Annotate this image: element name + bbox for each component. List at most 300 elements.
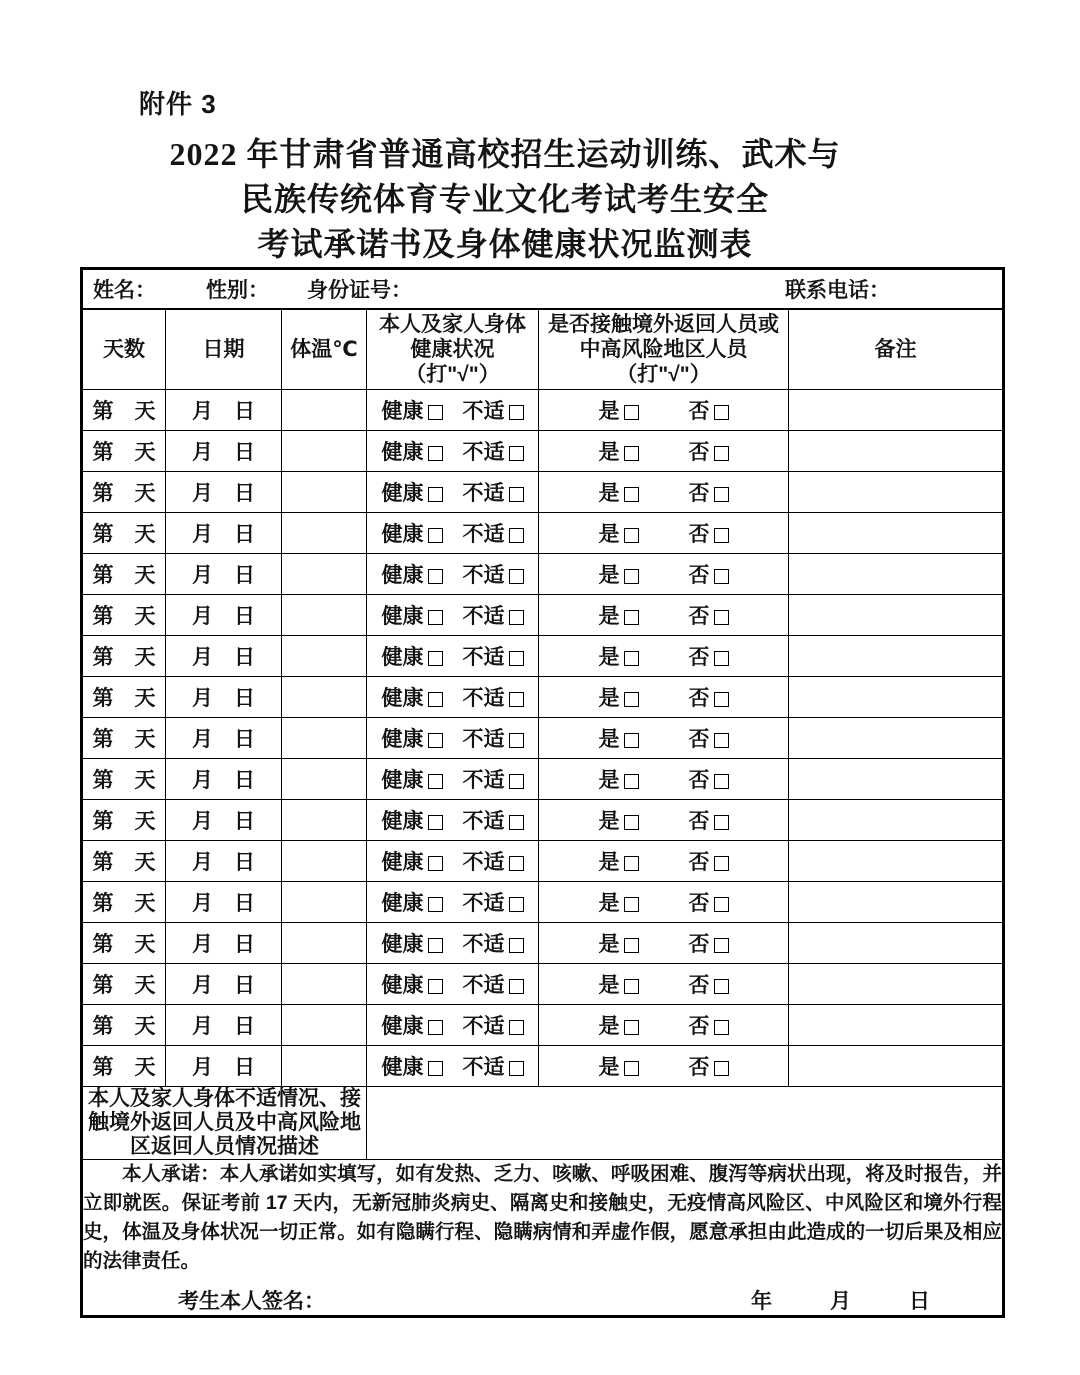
unwell-checkbox[interactable] <box>509 692 524 707</box>
description-input-cell <box>367 1086 1004 1159</box>
contact-no-option <box>689 523 729 546</box>
no-label: 否 <box>688 686 710 710</box>
remark-cell <box>789 758 1004 799</box>
date-cell: 月 日 <box>166 594 282 635</box>
candidate-info-row <box>82 269 1004 309</box>
healthy-label: 健康 <box>381 522 424 546</box>
date-cell: 月 日 <box>166 389 282 430</box>
no-checkbox[interactable] <box>714 1061 729 1076</box>
no-checkbox[interactable] <box>714 856 729 871</box>
no-checkbox[interactable] <box>714 487 729 502</box>
healthy-option <box>382 482 443 505</box>
healthy-label: 健康 <box>381 768 424 792</box>
contact-yes-option <box>599 728 639 751</box>
monitor-rows <box>82 389 1004 1086</box>
yes-checkbox[interactable] <box>624 897 639 912</box>
no-label: 否 <box>688 522 710 546</box>
no-checkbox[interactable] <box>714 979 729 994</box>
unwell-label: 不适 <box>462 399 505 423</box>
contact-yes-option <box>599 523 639 546</box>
date-cell: 月 日 <box>166 922 282 963</box>
remark-cell <box>789 553 1004 594</box>
unwell-checkbox[interactable] <box>509 569 524 584</box>
contact-yes-option <box>599 974 639 997</box>
healthy-option <box>382 728 443 751</box>
no-label: 否 <box>688 850 710 874</box>
health-status-cell <box>367 963 539 1004</box>
remark-cell <box>789 717 1004 758</box>
health-status-cell <box>367 1045 539 1086</box>
no-checkbox[interactable] <box>714 569 729 584</box>
unwell-option <box>463 1056 524 1079</box>
year-label: 年 <box>751 1289 772 1313</box>
unwell-label: 不适 <box>462 809 505 833</box>
unwell-checkbox[interactable] <box>509 733 524 748</box>
unwell-option <box>463 769 524 792</box>
healthy-checkbox[interactable] <box>428 487 443 502</box>
yes-checkbox[interactable] <box>624 815 639 830</box>
contact-cell <box>539 553 789 594</box>
no-label: 否 <box>688 645 710 669</box>
health-status-cell <box>367 389 539 430</box>
no-label: 否 <box>688 891 710 915</box>
contact-yes-option <box>599 851 639 874</box>
contact-no-option <box>689 1056 729 1079</box>
unwell-checkbox[interactable] <box>509 446 524 461</box>
yes-label: 是 <box>598 809 620 833</box>
contact-no-option <box>689 728 729 751</box>
healthy-option <box>382 687 443 710</box>
healthy-label: 健康 <box>381 563 424 587</box>
yes-checkbox[interactable] <box>624 774 639 789</box>
header-health-status: 本人及家人身体健康状况（打"√"） <box>367 309 539 390</box>
day-cell: 第 天 <box>82 676 166 717</box>
unwell-option <box>463 728 524 751</box>
remark-cell <box>789 922 1004 963</box>
date-cell: 月 日 <box>166 758 282 799</box>
yes-label: 是 <box>598 1014 620 1038</box>
unwell-option <box>463 523 524 546</box>
healthy-option <box>382 892 443 915</box>
yes-label: 是 <box>598 604 620 628</box>
date-cell: 月 日 <box>166 553 282 594</box>
unwell-label: 不适 <box>462 1055 505 1079</box>
unwell-checkbox[interactable] <box>509 405 524 420</box>
no-checkbox[interactable] <box>714 651 729 666</box>
contact-cell <box>539 758 789 799</box>
no-label: 否 <box>688 399 710 423</box>
health-monitoring-table <box>80 267 1005 1318</box>
no-checkbox[interactable] <box>714 610 729 625</box>
date-cell: 月 日 <box>166 635 282 676</box>
healthy-checkbox[interactable] <box>428 405 443 420</box>
day-cell: 第 天 <box>82 430 166 471</box>
healthy-option <box>382 400 443 423</box>
yes-label: 是 <box>598 686 620 710</box>
unwell-label: 不适 <box>462 686 505 710</box>
header-day: 天数 <box>82 309 166 390</box>
temperature-cell <box>282 840 367 881</box>
health-status-cell <box>367 1004 539 1045</box>
remark-cell <box>789 963 1004 1004</box>
yes-label: 是 <box>598 399 620 423</box>
day-cell: 第 天 <box>82 717 166 758</box>
table-header-row <box>82 309 1004 390</box>
date-cell: 月 日 <box>166 840 282 881</box>
table-row <box>82 963 1004 1004</box>
temperature-cell <box>282 430 367 471</box>
day-cell: 第 天 <box>82 594 166 635</box>
contact-cell <box>539 512 789 553</box>
day-cell: 第 天 <box>82 635 166 676</box>
contact-yes-option <box>599 441 639 464</box>
yes-checkbox[interactable] <box>624 692 639 707</box>
no-label: 否 <box>688 481 710 505</box>
yes-label: 是 <box>598 973 620 997</box>
date-cell: 月 日 <box>166 430 282 471</box>
contact-cell <box>539 717 789 758</box>
date-cell: 月 日 <box>166 1045 282 1086</box>
temperature-cell <box>282 758 367 799</box>
unwell-option <box>463 933 524 956</box>
day-label: 日 <box>909 1289 930 1313</box>
no-checkbox[interactable] <box>714 1020 729 1035</box>
table-row <box>82 553 1004 594</box>
healthy-checkbox[interactable] <box>428 897 443 912</box>
yes-checkbox[interactable] <box>624 1020 639 1035</box>
healthy-checkbox[interactable] <box>428 733 443 748</box>
unwell-option <box>463 851 524 874</box>
healthy-checkbox[interactable] <box>428 938 443 953</box>
healthy-label: 健康 <box>381 973 424 997</box>
unwell-label: 不适 <box>462 973 505 997</box>
unwell-option <box>463 687 524 710</box>
unwell-label: 不适 <box>462 727 505 751</box>
contact-cell <box>539 840 789 881</box>
temperature-cell <box>282 471 367 512</box>
name-label: 姓名： <box>93 278 156 302</box>
unwell-checkbox[interactable] <box>509 774 524 789</box>
description-label-cell: 本人及家人身体不适情况、接触境外返回人员及中高风险地区返回人员情况描述 <box>82 1086 367 1159</box>
unwell-label: 不适 <box>462 932 505 956</box>
day-cell: 第 天 <box>82 840 166 881</box>
day-cell: 第 天 <box>82 1004 166 1045</box>
healthy-option <box>382 933 443 956</box>
contact-yes-option <box>599 769 639 792</box>
remark-cell <box>789 676 1004 717</box>
no-label: 否 <box>688 440 710 464</box>
remark-cell <box>789 1045 1004 1086</box>
day-cell: 第 天 <box>82 963 166 1004</box>
temperature-cell <box>282 635 367 676</box>
temperature-cell <box>282 594 367 635</box>
remark-cell <box>789 635 1004 676</box>
healthy-checkbox[interactable] <box>428 1020 443 1035</box>
no-checkbox[interactable] <box>714 733 729 748</box>
day-cell: 第 天 <box>82 758 166 799</box>
healthy-checkbox[interactable] <box>428 651 443 666</box>
healthy-checkbox[interactable] <box>428 446 443 461</box>
healthy-label: 健康 <box>381 1014 424 1038</box>
day-cell: 第 天 <box>82 512 166 553</box>
health-status-cell <box>367 635 539 676</box>
unwell-option <box>463 1015 524 1038</box>
yes-label: 是 <box>598 645 620 669</box>
phone-label: 联系电话： <box>785 278 890 302</box>
unwell-label: 不适 <box>462 1014 505 1038</box>
table-row <box>82 758 1004 799</box>
remark-cell <box>789 471 1004 512</box>
unwell-option <box>463 564 524 587</box>
unwell-checkbox[interactable] <box>509 487 524 502</box>
date-cell: 月 日 <box>166 512 282 553</box>
contact-yes-option <box>599 1015 639 1038</box>
health-status-cell <box>367 512 539 553</box>
day-cell: 第 天 <box>82 799 166 840</box>
temperature-cell <box>282 881 367 922</box>
unwell-checkbox[interactable] <box>509 1061 524 1076</box>
id-number-label: 身份证号： <box>307 278 412 302</box>
healthy-checkbox[interactable] <box>428 528 443 543</box>
healthy-checkbox[interactable] <box>428 569 443 584</box>
contact-cell <box>539 635 789 676</box>
document-title <box>0 132 1010 267</box>
contact-no-option <box>689 605 729 628</box>
yes-checkbox[interactable] <box>624 569 639 584</box>
contact-cell <box>539 430 789 471</box>
remark-cell <box>789 1004 1004 1045</box>
healthy-option <box>382 1015 443 1038</box>
unwell-checkbox[interactable] <box>509 897 524 912</box>
contact-no-option <box>689 1015 729 1038</box>
no-checkbox[interactable] <box>714 897 729 912</box>
healthy-checkbox[interactable] <box>428 815 443 830</box>
month-label: 月 <box>830 1289 851 1313</box>
yes-checkbox[interactable] <box>624 979 639 994</box>
pledge-row <box>82 1159 1004 1316</box>
date-cell: 月 日 <box>166 799 282 840</box>
temperature-cell <box>282 676 367 717</box>
table-row <box>82 1004 1004 1045</box>
contact-cell <box>539 676 789 717</box>
unwell-checkbox[interactable] <box>509 938 524 953</box>
healthy-checkbox[interactable] <box>428 774 443 789</box>
healthy-label: 健康 <box>381 891 424 915</box>
yes-label: 是 <box>598 727 620 751</box>
date-cell: 月 日 <box>166 676 282 717</box>
contact-cell <box>539 799 789 840</box>
yes-label: 是 <box>598 481 620 505</box>
healthy-option <box>382 564 443 587</box>
health-status-cell <box>367 881 539 922</box>
healthy-checkbox[interactable] <box>428 856 443 871</box>
health-status-cell <box>367 676 539 717</box>
healthy-checkbox[interactable] <box>428 979 443 994</box>
health-status-cell <box>367 594 539 635</box>
healthy-label: 健康 <box>381 604 424 628</box>
unwell-option <box>463 974 524 997</box>
healthy-option <box>382 769 443 792</box>
healthy-label: 健康 <box>381 645 424 669</box>
temperature-cell <box>282 389 367 430</box>
yes-label: 是 <box>598 932 620 956</box>
no-checkbox[interactable] <box>714 815 729 830</box>
contact-cell <box>539 594 789 635</box>
unwell-option <box>463 646 524 669</box>
unwell-option <box>463 605 524 628</box>
healthy-checkbox[interactable] <box>428 692 443 707</box>
unwell-option <box>463 892 524 915</box>
no-checkbox[interactable] <box>714 528 729 543</box>
healthy-checkbox[interactable] <box>428 610 443 625</box>
yes-checkbox[interactable] <box>624 528 639 543</box>
remark-cell <box>789 881 1004 922</box>
healthy-option <box>382 974 443 997</box>
unwell-option <box>463 810 524 833</box>
contact-yes-option <box>599 687 639 710</box>
yes-checkbox[interactable] <box>624 856 639 871</box>
no-label: 否 <box>688 563 710 587</box>
healthy-option <box>382 646 443 669</box>
table-row <box>82 881 1004 922</box>
no-label: 否 <box>688 932 710 956</box>
health-status-cell <box>367 758 539 799</box>
day-cell: 第 天 <box>82 389 166 430</box>
contact-no-option <box>689 933 729 956</box>
date-cell: 月 日 <box>166 717 282 758</box>
unwell-checkbox[interactable] <box>509 651 524 666</box>
header-contact-risk: 是否接触境外返回人员或中高风险地区人员（打"√"） <box>539 309 789 390</box>
unwell-checkbox[interactable] <box>509 610 524 625</box>
temperature-cell <box>282 553 367 594</box>
candidate-info-cell <box>82 269 1004 309</box>
yes-checkbox[interactable] <box>624 733 639 748</box>
contact-yes-option <box>599 400 639 423</box>
yes-checkbox[interactable] <box>624 1061 639 1076</box>
document-title-line2: 民族传统体育专业文化考试考生安全 <box>240 181 769 217</box>
contact-cell <box>539 1045 789 1086</box>
table-row <box>82 799 1004 840</box>
remark-cell <box>789 799 1004 840</box>
table-row <box>82 840 1004 881</box>
table-row <box>82 594 1004 635</box>
unwell-checkbox[interactable] <box>509 856 524 871</box>
contact-no-option <box>689 400 729 423</box>
healthy-checkbox[interactable] <box>428 1061 443 1076</box>
yes-checkbox[interactable] <box>624 405 639 420</box>
temperature-cell <box>282 717 367 758</box>
no-checkbox[interactable] <box>714 774 729 789</box>
day-cell: 第 天 <box>82 922 166 963</box>
date-cell: 月 日 <box>166 881 282 922</box>
remark-cell <box>789 430 1004 471</box>
health-status-cell <box>367 430 539 471</box>
healthy-label: 健康 <box>381 932 424 956</box>
yes-checkbox[interactable] <box>624 446 639 461</box>
table-row <box>82 676 1004 717</box>
healthy-option <box>382 851 443 874</box>
temperature-cell <box>282 799 367 840</box>
unwell-label: 不适 <box>462 563 505 587</box>
unwell-label: 不适 <box>462 850 505 874</box>
healthy-option <box>382 1056 443 1079</box>
unwell-label: 不适 <box>462 768 505 792</box>
health-status-cell <box>367 840 539 881</box>
health-status-cell <box>367 553 539 594</box>
contact-cell <box>539 1004 789 1045</box>
yes-checkbox[interactable] <box>624 938 639 953</box>
healthy-option <box>382 441 443 464</box>
contact-yes-option <box>599 810 639 833</box>
header-temperature: 体温℃ <box>282 309 367 390</box>
gender-label: 性别： <box>206 278 269 302</box>
attachment-label: 附件 3 <box>139 89 217 119</box>
healthy-label: 健康 <box>381 809 424 833</box>
contact-yes-option <box>599 605 639 628</box>
contact-cell <box>539 389 789 430</box>
yes-checkbox[interactable] <box>624 610 639 625</box>
unwell-option <box>463 482 524 505</box>
contact-no-option <box>689 646 729 669</box>
unwell-checkbox[interactable] <box>509 528 524 543</box>
yes-checkbox[interactable] <box>624 487 639 502</box>
contact-yes-option <box>599 564 639 587</box>
unwell-option <box>463 441 524 464</box>
unwell-checkbox[interactable] <box>509 815 524 830</box>
header-date: 日期 <box>166 309 282 390</box>
day-cell: 第 天 <box>82 553 166 594</box>
no-checkbox[interactable] <box>714 446 729 461</box>
unwell-option <box>463 400 524 423</box>
unwell-checkbox[interactable] <box>509 979 524 994</box>
table-row <box>82 1045 1004 1086</box>
healthy-option <box>382 523 443 546</box>
health-status-cell <box>367 922 539 963</box>
unwell-label: 不适 <box>462 522 505 546</box>
signature-label: 考生本人签名： <box>178 1289 325 1313</box>
signature-date <box>751 1285 930 1315</box>
unwell-checkbox[interactable] <box>509 1020 524 1035</box>
document-title-line1: 2022 年甘肃省普通高校招生运动训练、武术与 <box>169 136 841 172</box>
table-row <box>82 512 1004 553</box>
unwell-label: 不适 <box>462 645 505 669</box>
yes-checkbox[interactable] <box>624 651 639 666</box>
no-checkbox[interactable] <box>714 938 729 953</box>
signature-row <box>83 1285 1002 1315</box>
healthy-label: 健康 <box>381 850 424 874</box>
contact-yes-option <box>599 892 639 915</box>
contact-no-option <box>689 892 729 915</box>
remark-cell <box>789 512 1004 553</box>
day-cell: 第 天 <box>82 471 166 512</box>
contact-cell <box>539 881 789 922</box>
unwell-label: 不适 <box>462 481 505 505</box>
table-row <box>82 717 1004 758</box>
date-cell: 月 日 <box>166 1004 282 1045</box>
yes-label: 是 <box>598 522 620 546</box>
table-row <box>82 471 1004 512</box>
contact-no-option <box>689 482 729 505</box>
no-checkbox[interactable] <box>714 692 729 707</box>
yes-label: 是 <box>598 768 620 792</box>
contact-no-option <box>689 564 729 587</box>
health-status-cell <box>367 717 539 758</box>
pledge-text: 本人承诺：本人承诺如实填写，如有发热、乏力、咳嗽、呼吸困难、腹泻等病状出现，将及时报告，并立即就医。保证考前 17 天内，无新冠肺炎病史、隔离史和接触史，无疫情高风险区、中风险区和境外行程史，体温及身体状况一切正常。如有隐瞒行程、隐瞒病情和弄虚作假，愿意承担由此造成的一切后果及相应的法律责任。 <box>83 1162 1002 1272</box>
temperature-cell <box>282 512 367 553</box>
no-checkbox[interactable] <box>714 405 729 420</box>
healthy-label: 健康 <box>381 399 424 423</box>
healthy-label: 健康 <box>381 727 424 751</box>
